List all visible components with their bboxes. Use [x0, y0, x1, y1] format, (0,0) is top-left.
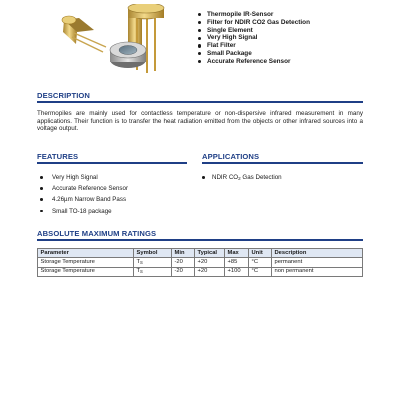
application-item: [202, 172, 282, 184]
applications-list: [202, 172, 282, 184]
cell-max: +85: [225, 258, 249, 267]
col-header-min: Min: [172, 249, 195, 258]
description-rule: [37, 101, 363, 103]
table-row: [38, 258, 363, 267]
ratings-table: [37, 248, 363, 277]
cell-description: non permanent: [272, 267, 363, 276]
cell-description: permanent: [272, 258, 363, 267]
key-feature-item: Small Package: [198, 50, 398, 58]
cell-unit: °C: [249, 258, 272, 267]
col-header-unit: Unit: [249, 249, 272, 258]
col-header-parameter: Parameter: [38, 249, 134, 258]
key-feature-item: Single Element: [198, 27, 398, 35]
application-item-main: NDIR CO: [212, 174, 239, 181]
cell-min: -20: [172, 267, 195, 276]
features-rule: [37, 162, 187, 164]
cell-max: +100: [225, 267, 249, 276]
symbol-main: T: [136, 268, 141, 275]
symbol-subscript: S: [140, 269, 143, 275]
col-header-description: Description: [272, 249, 363, 258]
features-list: [40, 172, 128, 217]
cell-typical: +20: [195, 267, 225, 276]
ratings-header-row: [38, 249, 363, 258]
col-header-max: Max: [225, 249, 249, 258]
key-feature-item: Accurate Reference Sensor: [198, 58, 398, 66]
key-feature-item: Very High Signal: [198, 34, 398, 42]
applications-heading: APPLICATIONS: [202, 152, 260, 161]
key-feature-item: Filter for NDIR CO2 Gas Detection: [198, 19, 398, 27]
side-sensor-can: [110, 42, 146, 68]
cell-min: -20: [172, 258, 195, 267]
cell-parameter: Storage Temperature: [38, 258, 134, 267]
key-feature-item: Thermopile IR-Sensor: [198, 11, 398, 19]
description-text: Thermopiles are mainly used for contactless temperature or non-dispersive infrared measurement in many applications. Their function is to transfer the heat radiation emitted from the objects or other infrared sources into a voltage output.: [37, 110, 363, 133]
key-feature-item: Flat Filter: [198, 42, 398, 50]
feature-item: 4.26µm Narrow Band Pass: [40, 194, 128, 205]
cell-typical: +20: [195, 258, 225, 267]
ratings-rule: [37, 239, 363, 241]
cell-unit: °C: [249, 267, 272, 276]
cell-parameter: Storage Temperature: [38, 267, 134, 276]
application-item-subscript: 2: [238, 176, 241, 181]
application-item-rest: Gas Detection: [240, 174, 282, 181]
features-heading: FEATURES: [37, 152, 79, 161]
ratings-heading: ABSOLUTE MAXIMUM RATINGS: [37, 229, 157, 238]
rear-sensor-can: [62, 16, 106, 52]
symbol-main: T: [136, 258, 141, 265]
cell-symbol: [134, 267, 172, 276]
symbol-subscript: S: [140, 259, 143, 265]
applications-rule: [202, 162, 363, 164]
col-header-typical: Typical: [195, 249, 225, 258]
feature-item: Accurate Reference Sensor: [40, 183, 128, 194]
col-header-symbol: Symbol: [134, 249, 172, 258]
thermopile-sensor-photo: [58, 4, 193, 82]
cell-symbol: [134, 258, 172, 267]
table-row: [38, 267, 363, 276]
feature-item: Small TO-18 package: [40, 206, 128, 217]
description-heading: DESCRIPTION: [37, 91, 90, 100]
feature-item: Very High Signal: [40, 172, 128, 183]
key-features-list: [198, 11, 398, 66]
